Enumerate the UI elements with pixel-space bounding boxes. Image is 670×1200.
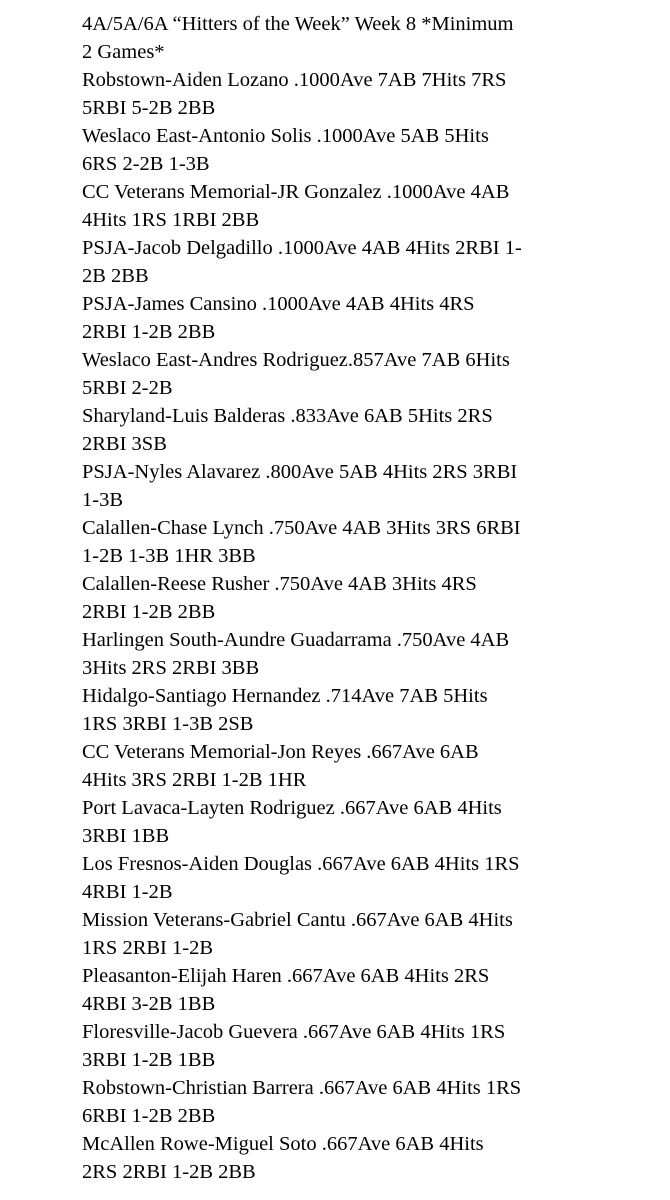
hitter-line: Calallen-Chase Lynch .750Ave 4AB 3Hits 3RS 6RBI	[82, 517, 521, 539]
hitter-line: PSJA-Nyles Alavarez .800Ave 5AB 4Hits 2RS 3RBI	[82, 461, 518, 483]
hitter-line: 4RBI 3-2B 1BB	[82, 993, 216, 1015]
hitter-entry	[82, 906, 662, 962]
hitter-entry	[82, 402, 662, 458]
hitter-line: Calallen-Reese Rusher .750Ave 4AB 3Hits 4RS	[82, 573, 477, 595]
hitter-line: 2RBI 1-2B 2BB	[82, 601, 216, 623]
hitter-entry	[82, 962, 662, 1018]
hitter-line: Los Fresnos-Aiden Douglas .667Ave 6AB 4Hits 1RS	[82, 853, 520, 875]
hitter-entry	[82, 66, 662, 122]
hitter-line: 2RBI 3SB	[82, 433, 167, 455]
hitter-entry	[82, 178, 662, 234]
hitter-entry	[82, 794, 662, 850]
hitter-line: CC Veterans Memorial-JR Gonzalez .1000Ave 4AB	[82, 181, 510, 203]
hitter-entry	[82, 514, 662, 570]
document-title	[82, 10, 662, 66]
hitter-line: Sharyland-Luis Balderas .833Ave 6AB 5Hits 2RS	[82, 405, 493, 427]
hitter-line: Hidalgo-Santiago Hernandez .714Ave 7AB 5Hits	[82, 685, 488, 707]
hitter-line: 3RBI 1BB	[82, 825, 170, 847]
hitter-line: 1-3B	[82, 489, 123, 511]
hitter-line: 6RBI 1-2B 2BB	[82, 1105, 216, 1127]
hitter-entry	[82, 290, 662, 346]
hitter-line: 4Hits 3RS 2RBI 1-2B 1HR	[82, 769, 307, 791]
hitter-line: 2B 2BB	[82, 265, 149, 287]
hitter-line: Mission Veterans-Gabriel Cantu .667Ave 6AB 4Hits	[82, 909, 513, 931]
hitter-line: Weslaco East-Andres Rodriguez.857Ave 7AB 6Hits	[82, 349, 510, 371]
hitter-line: 2RBI 1-2B 2BB	[82, 321, 216, 343]
document-body	[82, 10, 662, 1186]
hitter-line: 4RBI 1-2B	[82, 881, 173, 903]
hitter-line: Pleasanton-Elijah Haren .667Ave 6AB 4Hits 2RS	[82, 965, 490, 987]
hitter-line: 1-2B 1-3B 1HR 3BB	[82, 545, 256, 567]
hitter-entry	[82, 1074, 662, 1130]
title-line: 2 Games*	[82, 41, 165, 63]
hitter-line: Harlingen South-Aundre Guadarrama .750Ave 4AB	[82, 629, 510, 651]
hitter-line: PSJA-James Cansino .1000Ave 4AB 4Hits 4RS	[82, 293, 475, 315]
hitter-line: 5RBI 5-2B 2BB	[82, 97, 216, 119]
hitter-line: CC Veterans Memorial-Jon Reyes .667Ave 6AB	[82, 741, 479, 763]
hitter-line: 1RS 2RBI 1-2B	[82, 937, 213, 959]
hitter-entry	[82, 234, 662, 290]
hitter-line: Port Lavaca-Layten Rodriguez .667Ave 6AB 4Hits	[82, 797, 502, 819]
hitter-line: 3Hits 2RS 2RBI 3BB	[82, 657, 260, 679]
hitter-entry	[82, 122, 662, 178]
hitter-entry	[82, 626, 662, 682]
hitter-entry	[82, 346, 662, 402]
hitter-entry	[82, 850, 662, 906]
hitter-entry	[82, 458, 662, 514]
hitter-line: McAllen Rowe-Miguel Soto .667Ave 6AB 4Hits	[82, 1133, 484, 1155]
hitter-entry	[82, 1130, 662, 1186]
hitter-line: Weslaco East-Antonio Solis .1000Ave 5AB 5Hits	[82, 125, 489, 147]
hitter-line: 4Hits 1RS 1RBI 2BB	[82, 209, 260, 231]
hitter-entry	[82, 1018, 662, 1074]
hitter-line: Robstown-Aiden Lozano .1000Ave 7AB 7Hits 7RS	[82, 69, 507, 91]
hitter-line: 6RS 2-2B 1-3B	[82, 153, 210, 175]
hitter-entry	[82, 570, 662, 626]
hitter-entry	[82, 738, 662, 794]
hitter-line: 2RS 2RBI 1-2B 2BB	[82, 1161, 256, 1183]
hitter-line: 1RS 3RBI 1-3B 2SB	[82, 713, 254, 735]
hitter-entry	[82, 682, 662, 738]
hitter-line: 3RBI 1-2B 1BB	[82, 1049, 216, 1071]
hitter-line: Floresville-Jacob Guevera .667Ave 6AB 4Hits 1RS	[82, 1021, 506, 1043]
title-line: 4A/5A/6A “Hitters of the Week” Week 8 *Minimum	[82, 13, 514, 35]
hitter-line: Robstown-Christian Barrera .667Ave 6AB 4Hits 1RS	[82, 1077, 522, 1099]
hitter-line: 5RBI 2-2B	[82, 377, 173, 399]
hitter-line: PSJA-Jacob Delgadillo .1000Ave 4AB 4Hits 2RBI 1-	[82, 237, 522, 259]
